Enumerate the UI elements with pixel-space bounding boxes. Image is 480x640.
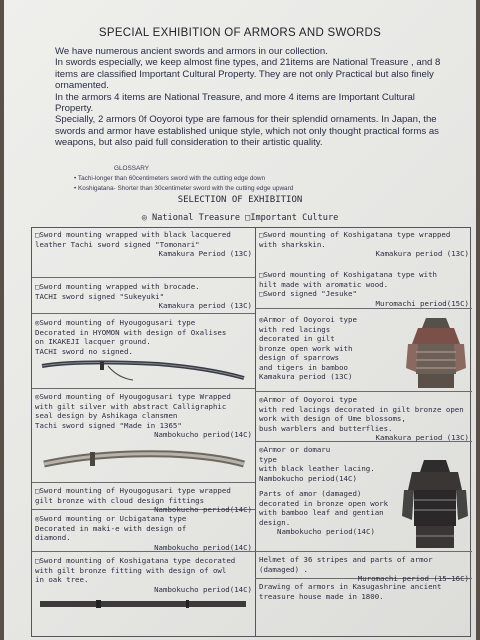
item-period: Nambokucho period(14C) <box>154 505 252 514</box>
item-text: □Sword mounting of Koshigatana type decorated <box>35 556 236 565</box>
exhibition-table <box>31 227 471 637</box>
item-text: and tigers in bamboo <box>259 362 348 372</box>
row-divider <box>32 313 255 314</box>
glossary <box>74 164 464 194</box>
item-text: □Sword mounting wrapped with brocade. <box>35 282 200 291</box>
item-text: design. <box>259 517 291 527</box>
item-text: hilt made with aromatic wood. <box>259 279 389 289</box>
intro-paragraph: In swords especially, we keep almost fine types, and 21items are National Treasure , and 8 items are classified Important Cultural Property. They are not only Practical but also finely ornamented. <box>55 57 441 92</box>
item-text: with bamboo leaf and gentian <box>259 508 384 517</box>
item-text: bronze open work with <box>259 343 353 353</box>
item-text: □Sword mounting wrapped with black lacquered <box>35 230 231 239</box>
item-period: Nambokucho period(14C) <box>154 542 252 552</box>
item-text: TACHI sword signed "Sukeyuki" <box>35 291 165 301</box>
sword-illustration <box>38 356 248 386</box>
item-text: TACHI sword no signed. <box>35 346 133 356</box>
selection-title: SELECTION OF EXHIBITION <box>177 195 303 205</box>
glossary-item: • Tachi-longer than 60centimeters sword with the cutting edge down <box>74 175 266 182</box>
item-text: □Sword mounting of Koshigatana type with <box>259 270 437 279</box>
row-divider <box>32 277 255 278</box>
item-period: Nambokucho period(14C) <box>154 430 252 439</box>
item-text: ◎Armor of Ooyoroi type <box>259 395 357 404</box>
exhibit-item <box>256 393 472 441</box>
item-text: ◎Armor of Ooyoroi type <box>259 315 357 324</box>
item-text: Tachi sword signed "Made in 1365" <box>35 420 182 430</box>
item-text: treasure house made in 1800. <box>259 591 384 601</box>
item-text: (damaged) . <box>259 564 308 574</box>
item-text: ◎Sword mounting of Hyougogusari type <box>35 318 196 327</box>
item-text: leather Tachi sword signed "Tomonari" <box>35 239 200 249</box>
row-divider <box>32 482 255 483</box>
exhibit-item <box>32 484 255 514</box>
exhibit-item <box>256 553 472 583</box>
row-divider <box>32 388 255 389</box>
item-period: Kamakura Period (13C) <box>158 249 252 258</box>
item-text: work with design of Ume blossoms, <box>259 414 406 423</box>
armor-illustration <box>402 456 468 552</box>
exhibit-item <box>32 280 255 313</box>
item-text: with red lacings decorated in gilt bronze open <box>259 404 464 414</box>
intro-paragraph: In the armors 4 items are National Treasure, and more 4 items are Important Cultural Property. <box>55 91 415 115</box>
item-text: □Sword signed "Jesuke" <box>259 289 357 298</box>
item-text: with sharkskin. <box>259 239 326 249</box>
exhibit-item <box>256 580 472 638</box>
page-title: SPECIAL EXHIBITION OF ARMORS AND SWORDS <box>98 27 382 39</box>
item-text: with gilt silver with abstract Calligraphic <box>35 401 227 411</box>
item-text: □Sword mounting of Hyougogusari type wrapped <box>35 486 231 495</box>
intro-paragraph: Specially, 2 armors 0f Ooyoroi type are famous for their splendid ornaments. In Japan, the swords and armor have established unique style, which not only thought practical forms as weapons, but also paid full consideration to their artistic quality. <box>55 114 439 149</box>
item-text: decorated in gilt <box>259 334 335 343</box>
item-text: Decorated in maki-e with design of <box>35 523 187 533</box>
item-text: decorated in bronze open work <box>259 498 389 508</box>
item-text: Drawing of armors in Kasugashrine ancient <box>259 582 442 591</box>
exhibit-item <box>32 554 255 638</box>
item-text: with gilt bronze fitting with design of owl <box>35 565 227 575</box>
item-text: in oak tree. <box>35 575 89 584</box>
glossary-heading: GLOSSARY <box>114 165 150 172</box>
item-period: Muromachi period(15C) <box>375 298 469 308</box>
exhibit-item <box>32 228 255 277</box>
item-text: ◎Sword mounting or Ucbigatana type <box>35 514 187 523</box>
item-period: Muromachi period (15~16C) <box>357 574 469 583</box>
item-text: ◎Sword mounting of Hyougogusari type Wrapped <box>35 392 231 401</box>
item-text: type <box>259 454 277 464</box>
item-text: ◎Armor or domaru <box>259 445 331 454</box>
item-period: Kamakura period (13C) <box>375 249 469 258</box>
item-text: design of sparrows <box>259 353 340 362</box>
item-text: Nambokucho period(14C) <box>259 473 357 483</box>
legend: ◎ National Treasure □Important Culture <box>141 213 339 223</box>
row-divider <box>255 391 472 392</box>
item-text: seal design by Ashikaga clansmen <box>35 411 178 420</box>
item-period: Kamakura period (13C) <box>259 372 353 381</box>
item-period: Kamakura period (13C) <box>375 433 469 442</box>
item-text: Parts of amor (damaged) <box>259 489 362 498</box>
item-text: □Sword mounting of Koshigatana type wrapped <box>259 230 451 239</box>
item-text: on IKAKEJI lacquer ground. <box>35 337 151 346</box>
item-text: Decorated in HYOMON with design of Oxalises <box>35 327 227 337</box>
intro-text <box>55 46 445 149</box>
intro-paragraph: We have numerous ancient swords and armors in our collection. <box>55 46 328 57</box>
item-period: Kamakura period (13C) <box>158 301 252 310</box>
item-text: Helmet of 36 stripes and parts of armor <box>259 555 433 564</box>
glossary-item: • Koshigatana- Shorter than 30centimeter sword with the cutting edge upward <box>74 185 294 192</box>
item-text: bush warblers and butterflies. <box>259 423 393 433</box>
sword-illustration <box>40 442 248 478</box>
item-period: Nambokucho period(14C) <box>277 527 375 536</box>
armor-illustration <box>404 314 468 390</box>
exhibit-item <box>256 268 472 308</box>
item-text: diamond. <box>35 533 71 542</box>
item-text: with red lacings <box>259 324 331 334</box>
item-period: Nambokucho period(14C) <box>154 584 252 594</box>
dagger-illustration <box>36 597 251 611</box>
item-text: gilt bronze with cloud design fittings <box>35 495 205 505</box>
exhibition-leaflet <box>4 0 476 640</box>
exhibit-item <box>32 512 255 551</box>
row-divider <box>255 308 472 309</box>
item-text: with black leather lacing. <box>259 464 375 473</box>
